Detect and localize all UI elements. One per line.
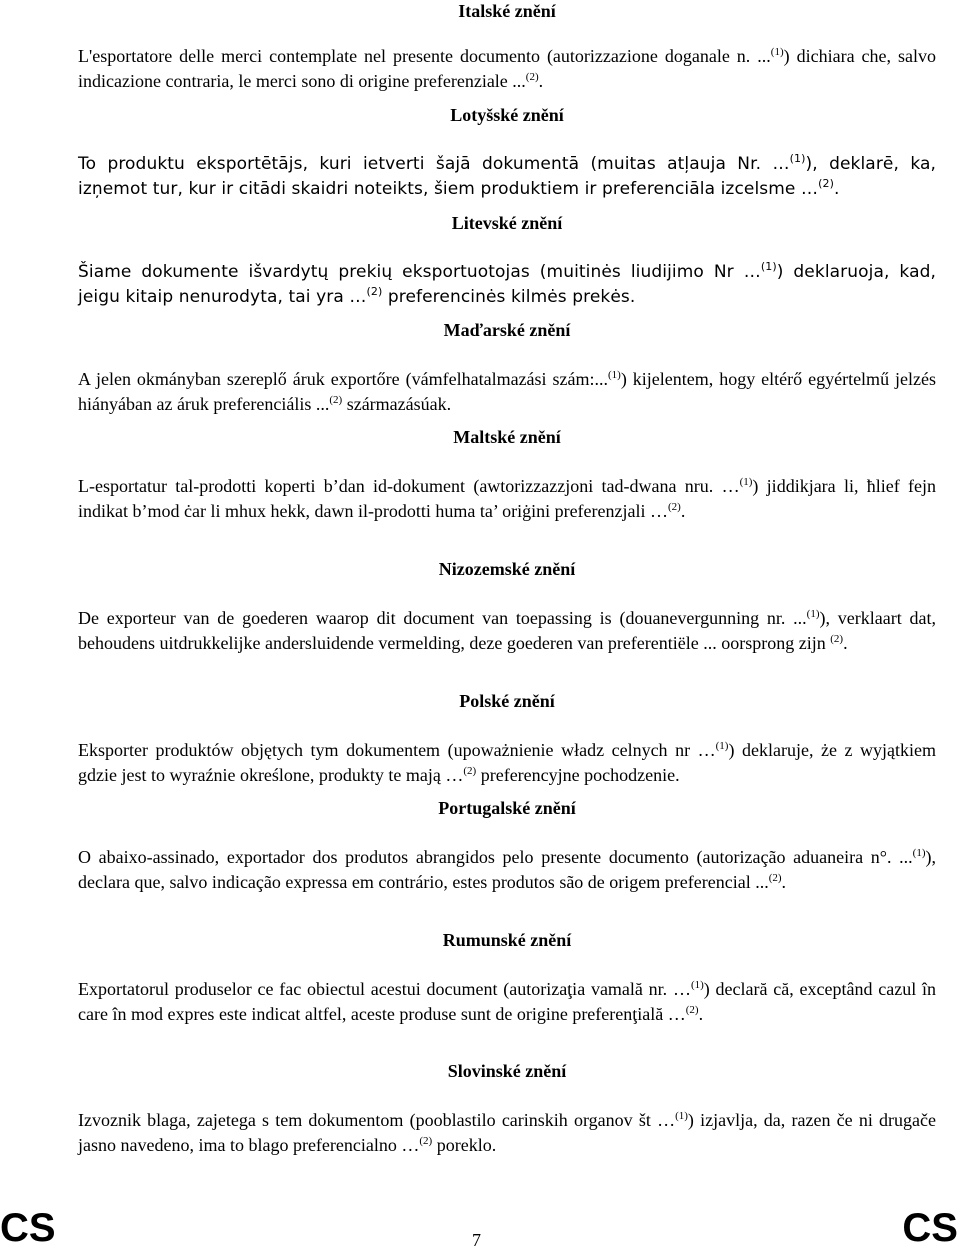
section-text: Izvoznik blaga, zajetega s tem dokumentom (pooblastilo carinskih organov št …$^{(1)}$) izjavlja, da, razen če ni drugače jasno navedeno, ima to blago preferencialno …$^{(2)}$ poreklo. xyxy=(78,1110,936,1155)
section-text: O abaixo-assinado, exportador dos produtos abrangidos pelo presente documento (autorização aduaneira n°. ...$^{(1)}$), declara que, salvo indicação expressa em contrário, estes produtos são de origem preferencial ...$^{(2)}$. xyxy=(78,847,936,892)
section-text: Exportatorul produselor ce fac obiectul acestui document (autorizaţia vamală nr. …$^{(1)}$) declară că, exceptând cazul în care în mod expres este indicat altfel, aceste produse sunt de origine preferenţială …$^{(2)}$. xyxy=(78,979,936,1024)
section-heading: Polské znění xyxy=(459,691,555,711)
section-heading: Italské znění xyxy=(458,1,556,21)
section-text: Šiame dokumente išvardytų prekių eksportuotojas (muitinės liudijimo Nr …$^{(1)}$) deklaruoja, kad, jeigu kitaip nenurodyta, tai yra …$^{(2)}$ preferencinės kilmės prekės. xyxy=(78,260,936,307)
section-heading: Litevské znění xyxy=(451,213,563,233)
section-text: De exporteur van de goederen waarop dit document van toepassing is (douanevergunning nr. ...$^{(1)}$), verklaart dat, behoudens uitdrukkelijke andersluidende vermelding, deze goederen van preferentiële ... oorsprong zijn $^{(2)}$. xyxy=(78,608,936,653)
section-italian xyxy=(78,0,936,93)
section-text: L-esportatur tal-prodotti koperti b’dan id-dokument (awtorizzazzjoni tad-dwana nru. …$^{(1)}$) jiddikjara li, ħlief fejn indikat b’mod ċar li mhux hekk, dawn il-prodotti huma ta’ oriġini preferenzjali …$^{(2)}$. xyxy=(78,476,936,521)
section-portuguese xyxy=(78,797,936,894)
section-text: To produktu eksportētājs, kuri ietverti šajā dokumentā (muitas atļauja Nr. …$^{(1)}$), deklarē, ka, izņemot tur, kur ir citādi skaidri noteikts, šiem produktiem ir preferenciāla izcelsme …$^{(2)}$. xyxy=(78,152,936,199)
section-slovenian xyxy=(78,1060,936,1157)
section-hungarian xyxy=(78,319,936,416)
section-heading: Rumunské znění xyxy=(442,930,572,950)
section-heading: Lotyšské znění xyxy=(450,105,564,125)
section-dutch xyxy=(78,558,936,655)
section-heading: Portugalské znění xyxy=(438,798,576,818)
section-polish xyxy=(78,690,936,787)
section-text: A jelen okmányban szereplő áruk exportőre (vámfelhatalmazási szám:...$^{(1)}$) kijelentem, hogy eltérő egyértelmű jelzés hiányában az áruk preferenciális ...$^{(2)}$ származásúak. xyxy=(78,369,936,414)
page-number: 7 xyxy=(472,1230,481,1250)
section-romanian xyxy=(78,929,936,1026)
section-heading: Nizozemské znění xyxy=(438,559,576,579)
section-lithuanian xyxy=(78,212,936,310)
section-maltese xyxy=(78,426,936,523)
section-latvian xyxy=(78,104,936,202)
section-heading: Maltské znění xyxy=(453,427,561,447)
footer-language-code-right: CS xyxy=(902,1206,958,1250)
section-text: Eksporter produktów objętych tym dokumentem (upoważnienie władz celnych nr …$^{(1)}$) deklaruje, że z wyjątkiem gdzie jest to wyraźnie określone, produkty te mają …$^{(2)}$ preferencyjne pochodzenie. xyxy=(78,740,936,785)
section-text: L'esportatore delle merci contemplate nel presente documento (autorizzazione doganale n. ...$^{(1)}$) dichiara che, salvo indicazione contraria, le merci sono di origine preferenziale ...$^{(2)}$. xyxy=(78,46,937,91)
footer-language-code-left: CS xyxy=(0,1206,56,1250)
section-heading: Slovinské znění xyxy=(447,1061,567,1081)
section-heading: Maďarské znění xyxy=(443,320,571,340)
